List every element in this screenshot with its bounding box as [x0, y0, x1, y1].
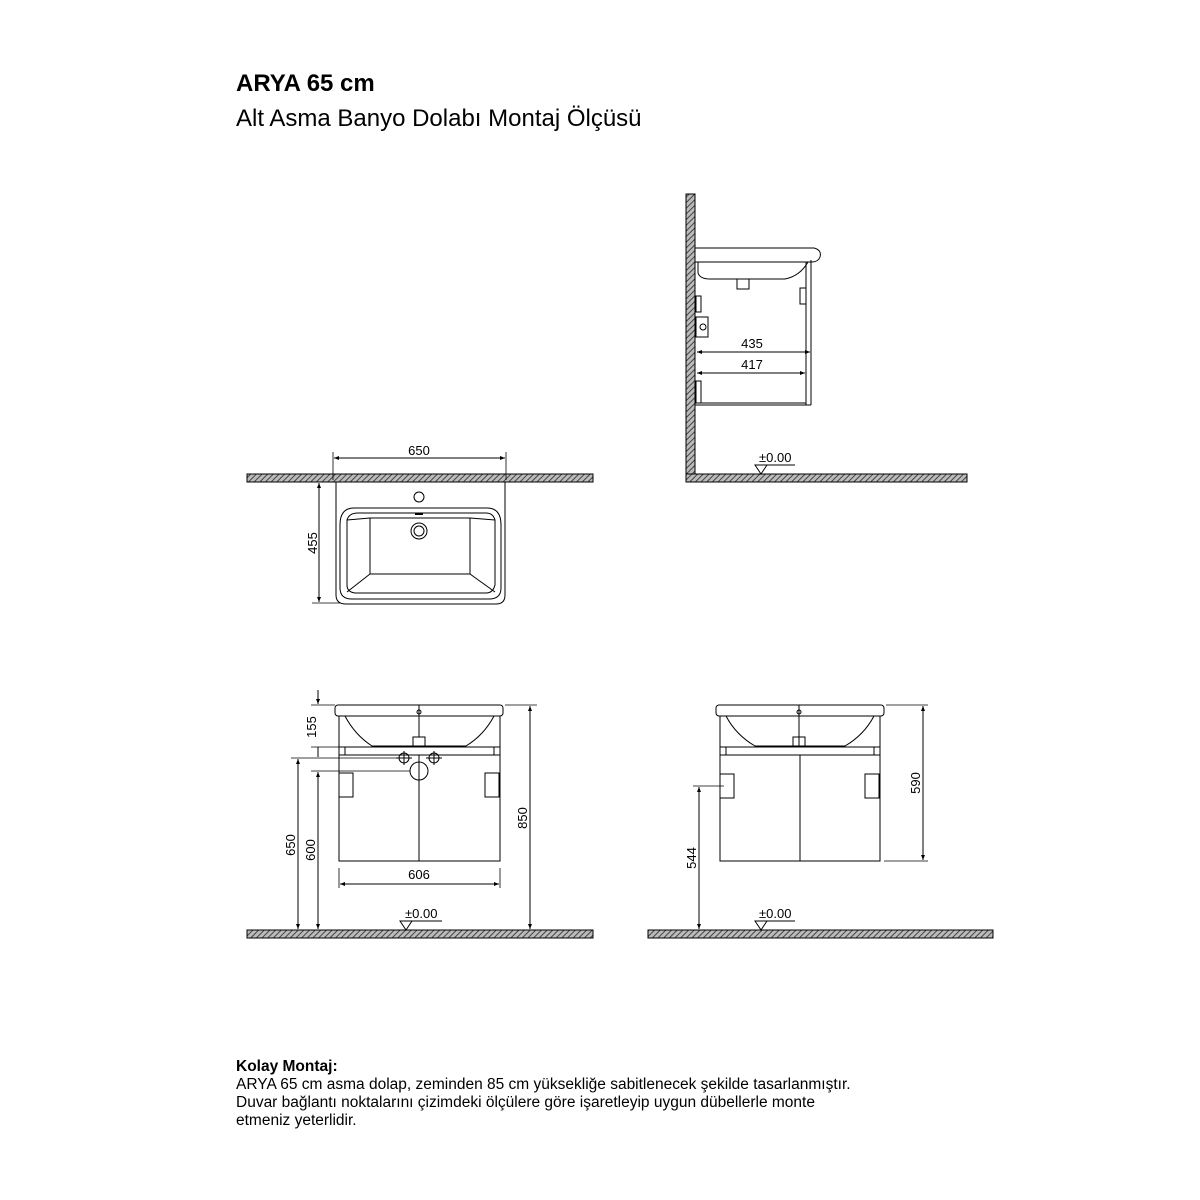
floor-level-label-back: ±0.00 [759, 906, 792, 921]
dim-label-590: 590 [908, 772, 923, 794]
floor-level-marker-back [755, 906, 795, 930]
front-view [247, 690, 593, 938]
dimension-850 [515, 706, 530, 929]
dimension-650-height [283, 759, 298, 929]
dimension-435 [697, 336, 810, 352]
back-view [648, 705, 993, 938]
back-cabinet [720, 755, 880, 861]
wall-bracket-right-back [865, 774, 879, 798]
dim-label-650-top: 650 [408, 443, 430, 458]
dimension-590 [908, 706, 923, 860]
floor-level-marker-front [400, 906, 442, 930]
dim-label-650-height: 650 [283, 834, 298, 856]
front-cabinet [339, 751, 500, 861]
floor-back [648, 930, 993, 938]
side-cabinet [695, 260, 811, 405]
wall [686, 194, 695, 482]
dimension-606 [339, 867, 500, 888]
note-line: Duvar bağlantı noktalarını çizimdeki ölçülere göre işaretleyip uygun dübellerle monte [236, 1094, 815, 1111]
dim-label-606: 606 [408, 867, 430, 882]
wall-bracket-right [485, 773, 499, 797]
wall-section [247, 474, 593, 482]
dim-label-850: 850 [515, 807, 530, 829]
floor-level-label-front: ±0.00 [405, 906, 438, 921]
dimension-417 [697, 357, 805, 373]
dimension-544 [684, 787, 699, 929]
drain-icon [411, 523, 427, 539]
note-heading: Kolay Montaj: [236, 1058, 338, 1075]
floor-front [247, 930, 593, 938]
dimension-600 [303, 772, 318, 929]
floor-level-label: ±0.00 [759, 450, 792, 465]
side-basin [695, 248, 820, 289]
basin-top [336, 482, 505, 604]
installation-note [236, 1058, 996, 1130]
page-title: ARYA 65 cm [236, 70, 375, 97]
top-view [247, 443, 593, 604]
front-basin [335, 705, 503, 755]
page-subtitle: Alt Asma Banyo Dolabı Montaj Ölçüsü [236, 105, 642, 132]
dim-label-544: 544 [684, 847, 699, 869]
floor-level-marker [755, 450, 795, 474]
dim-label-435: 435 [741, 336, 763, 351]
note-line: etmeniz yeterlidir. [236, 1112, 357, 1129]
floor [686, 474, 967, 482]
dim-label-600: 600 [303, 839, 318, 861]
side-view [686, 194, 967, 482]
dim-label-417: 417 [741, 357, 763, 372]
dimension-455 [305, 482, 340, 603]
dim-label-155: 155 [304, 716, 319, 738]
note-line: ARYA 65 cm asma dolap, zeminden 85 cm yüksekliğe sabitlenecek şekilde tasarlanmıştır. [236, 1076, 851, 1093]
back-basin [716, 705, 884, 755]
dim-label-455: 455 [305, 532, 320, 554]
wall-bracket-left [339, 773, 353, 797]
